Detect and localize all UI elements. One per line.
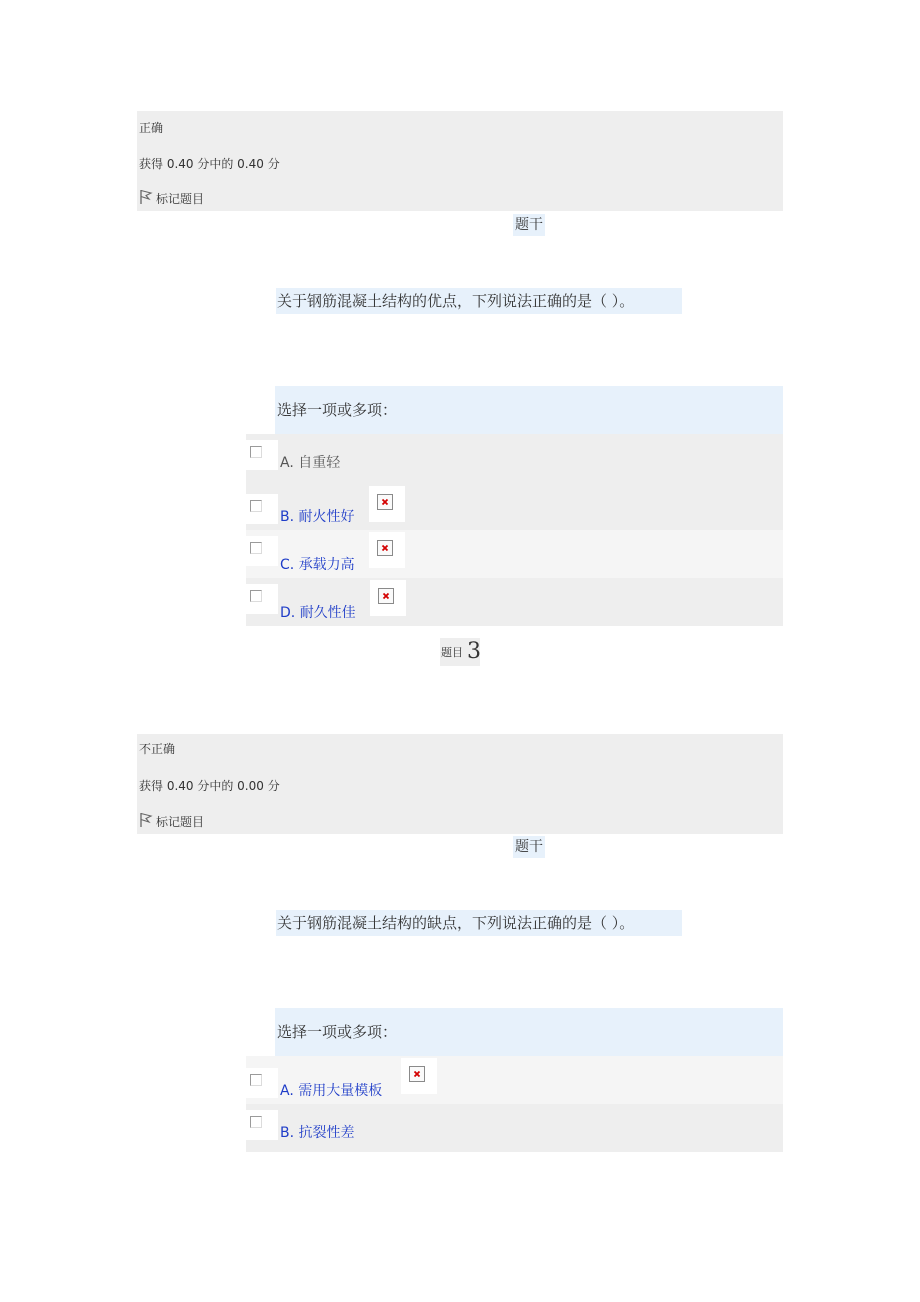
flag-label: 标记题目 [156, 815, 205, 829]
answer-option-c[interactable] [246, 530, 783, 578]
question-info-box [137, 734, 783, 834]
option-label[interactable]: A. 需用大量模板 [280, 1083, 383, 1099]
question-text: 关于钢筋混凝土结构的缺点，下列说法正确的是（ ）。 [276, 910, 682, 936]
broken-image-icon [370, 580, 406, 616]
answer-option-a[interactable] [246, 434, 783, 482]
checkbox[interactable] [250, 542, 262, 554]
checkbox[interactable] [250, 590, 262, 602]
flag-label: 标记题目 [156, 192, 205, 206]
answer-option-a[interactable] [246, 1056, 783, 1104]
score-text: 获得 0.40 分中的 0.40 分 [139, 157, 280, 171]
question-number-value: 3 [467, 639, 481, 664]
flag-icon [139, 812, 153, 828]
answer-option-b[interactable] [246, 1104, 783, 1152]
checkbox[interactable] [250, 1074, 262, 1086]
question-number-label: 题目 [441, 646, 463, 659]
option-label[interactable]: B. 耐火性好 [280, 509, 355, 525]
answer-option-d[interactable] [246, 578, 783, 626]
status-text: 正确 [139, 121, 164, 135]
option-label[interactable]: D. 耐久性佳 [280, 605, 356, 621]
answer-option-b[interactable] [246, 482, 783, 530]
broken-image-icon [369, 532, 405, 568]
broken-image-icon [401, 1058, 437, 1094]
checkbox[interactable] [250, 500, 262, 512]
checkbox[interactable] [250, 1116, 262, 1128]
question-number [440, 638, 480, 666]
question-text: 关于钢筋混凝土结构的优点，下列说法正确的是（ ）。 [276, 288, 682, 314]
question-info-box [137, 111, 783, 211]
checkbox[interactable] [250, 446, 262, 458]
option-label[interactable]: A. 自重轻 [280, 455, 341, 471]
status-text: 不正确 [139, 742, 176, 756]
answer-prompt: 选择一项或多项： [275, 386, 783, 434]
stem-label: 题干 [513, 214, 545, 236]
option-label[interactable]: C. 承载力高 [280, 557, 355, 573]
option-label[interactable]: B. 抗裂性差 [280, 1125, 355, 1141]
stem-label: 题干 [513, 836, 545, 858]
flag-question-link[interactable] [139, 812, 204, 828]
flag-question-link[interactable] [139, 189, 204, 205]
broken-image-icon [369, 486, 405, 522]
answer-prompt: 选择一项或多项： [275, 1008, 783, 1056]
flag-icon [139, 189, 153, 205]
score-text: 获得 0.40 分中的 0.00 分 [139, 779, 280, 793]
